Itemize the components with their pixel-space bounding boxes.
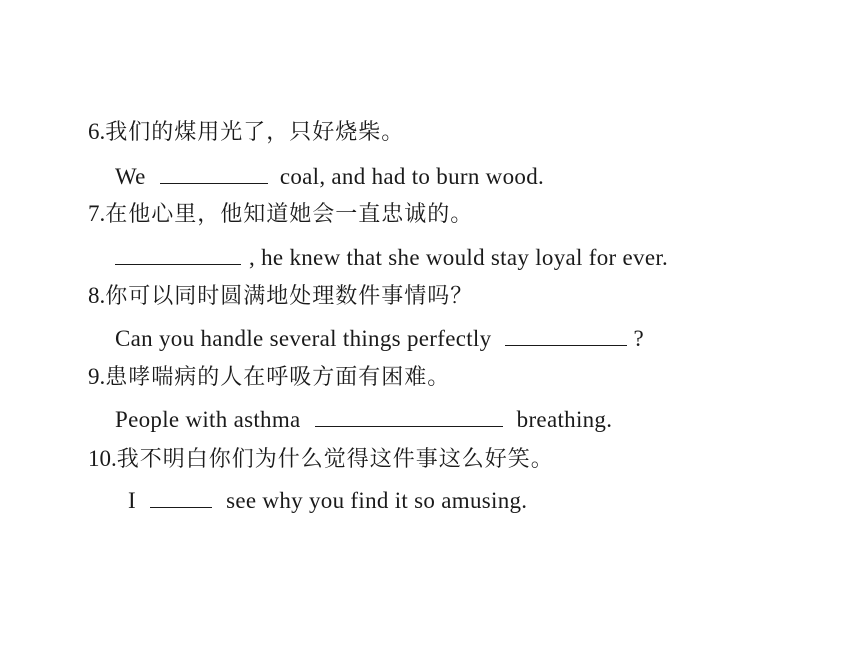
answer-blank[interactable] [150,485,212,508]
chinese-sentence: 患哮喘病的人在呼吸方面有困难。 [105,365,451,390]
english-text-after: breathing. [516,407,613,432]
english-text-after: , he knew that she would stay loyal for ever. [249,245,669,270]
item-10-chinese [88,444,554,475]
answer-blank[interactable] [160,161,268,184]
item-number: 7. [88,201,106,226]
answer-blank[interactable] [115,242,241,265]
english-text-before: People with asthma [115,407,301,432]
item-8-english [115,323,644,354]
item-8-chinese [88,281,473,312]
item-7-english [115,242,668,273]
english-text-before: Can you handle several things perfectly [115,326,492,351]
english-text-before: We [115,164,146,189]
item-9-english [115,404,612,435]
english-text-after: ? [633,326,644,351]
item-6-english [115,161,544,192]
chinese-sentence: 我们的煤用光了，只好烧柴。 [105,120,405,145]
chinese-sentence: 我不明白你们为什么觉得这件事这么好笑。 [116,447,554,472]
chinese-sentence: 在他心里，他知道她会一直忠诚的。 [105,202,474,227]
item-number: 6. [88,119,106,144]
item-number: 8. [88,283,106,308]
answer-blank[interactable] [315,404,503,427]
english-text-after: coal, and had to burn wood. [279,164,545,189]
answer-blank[interactable] [505,323,627,346]
item-number: 9. [88,364,106,389]
item-number: 10. [88,446,117,471]
english-text-before: I [128,488,136,513]
item-9-chinese [88,362,450,393]
item-7-chinese [88,199,473,230]
chinese-sentence: 你可以同时圆满地处理数件事情吗？ [105,284,474,309]
english-text-after: see why you find it so amusing. [226,488,528,513]
item-6-chinese [88,117,404,148]
item-10-english [128,485,527,516]
